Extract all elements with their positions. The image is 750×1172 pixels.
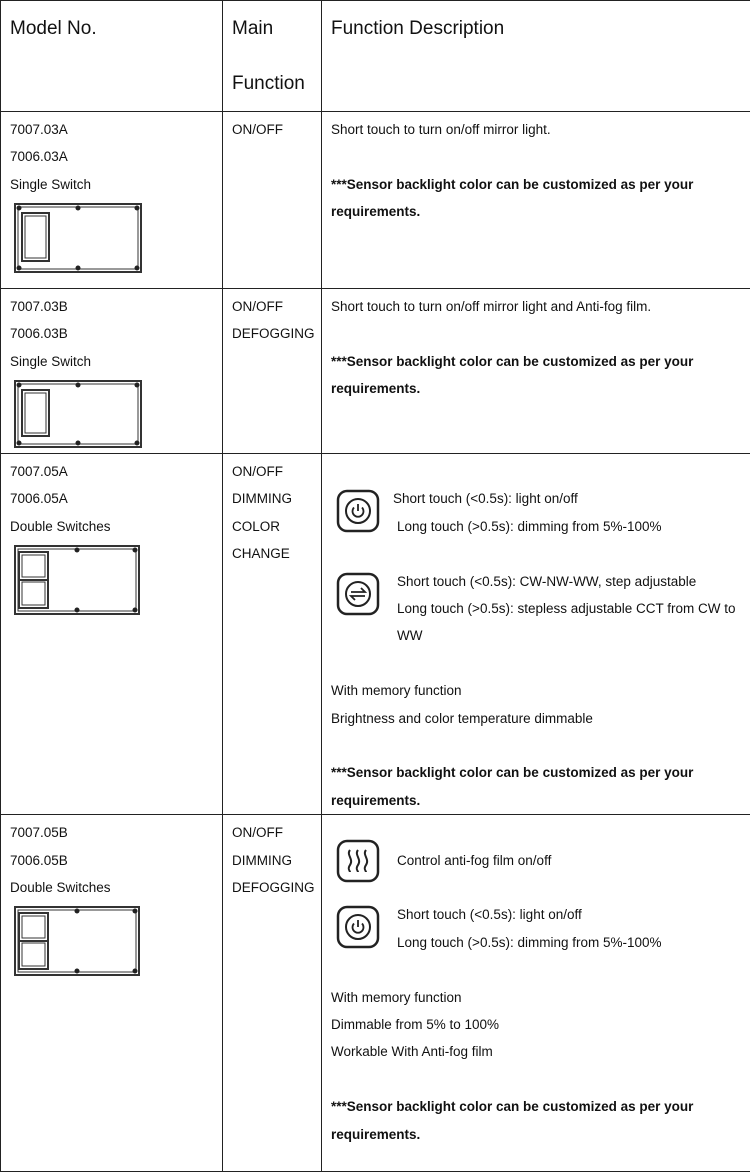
double-switch-panel-icon xyxy=(13,544,141,616)
extra-info: Dimmable from 5% to 100% xyxy=(331,1011,750,1038)
customization-note: ***Sensor backlight color can be customized as per your xyxy=(331,171,750,198)
switch-type: Single Switch xyxy=(10,348,222,375)
extra-info: With memory function xyxy=(331,677,750,704)
header-main-line1: Main xyxy=(223,1,321,56)
header-description: Function Description xyxy=(322,1,750,56)
feature-block xyxy=(331,485,750,540)
feature-text: Long touch (>0.5s): dimming from 5%-100% xyxy=(397,513,750,540)
header-main-line2: Function xyxy=(223,56,321,111)
main-function-cell xyxy=(223,815,322,1172)
description-cell xyxy=(322,289,750,454)
main-function: COLOR xyxy=(232,513,321,540)
model-number: 7007.03B xyxy=(10,293,222,320)
header-row xyxy=(1,1,750,112)
power-icon xyxy=(336,905,380,949)
customization-note: ***Sensor backlight color can be customized as per your xyxy=(331,759,750,786)
description: Short touch to turn on/off mirror light and Anti-fog film. xyxy=(331,293,750,320)
model-number: 7006.03A xyxy=(10,143,222,170)
anti-fog-heat-icon xyxy=(336,839,380,883)
model-number: 7006.05A xyxy=(10,485,222,512)
customization-note: requirements. xyxy=(331,1121,750,1148)
main-function: CHANGE xyxy=(232,540,321,567)
switch-type: Double Switches xyxy=(10,513,222,540)
color-cycle-icon xyxy=(336,572,380,616)
model-cell xyxy=(1,112,223,289)
customization-note: ***Sensor backlight color can be customized as per your xyxy=(331,348,750,375)
table-row xyxy=(1,289,750,454)
main-function: ON/OFF xyxy=(232,116,321,143)
model-number: 7006.03B xyxy=(10,320,222,347)
feature-text: Short touch (<0.5s): light on/off xyxy=(393,485,750,512)
customization-note: requirements. xyxy=(331,375,750,402)
customization-note: requirements. xyxy=(331,787,750,814)
customization-note: ***Sensor backlight color can be customized as per your xyxy=(331,1093,750,1120)
single-switch-panel-icon xyxy=(13,202,143,274)
main-function-cell xyxy=(223,289,322,454)
power-icon xyxy=(336,489,380,533)
main-function: DIMMING xyxy=(232,485,321,512)
header-main-cell xyxy=(223,1,322,112)
description-cell xyxy=(322,112,750,289)
feature-text: Control anti-fog film on/off xyxy=(397,847,750,874)
header-model-cell xyxy=(1,1,223,112)
description-cell xyxy=(322,815,750,1172)
feature-text: Long touch (>0.5s): dimming from 5%-100% xyxy=(397,929,750,956)
description-cell xyxy=(322,454,750,815)
switch-type: Single Switch xyxy=(10,171,222,198)
feature-text: Short touch (<0.5s): CW-NW-WW, step adjustable xyxy=(397,568,750,595)
switch-type: Double Switches xyxy=(10,874,222,901)
single-switch-panel-icon xyxy=(13,379,143,449)
customization-note: requirements. xyxy=(331,198,750,225)
main-function-cell xyxy=(223,454,322,815)
double-switch-panel-icon xyxy=(13,905,141,977)
main-function: ON/OFF xyxy=(232,819,321,846)
model-number: 7007.05A xyxy=(10,458,222,485)
feature-text: WW xyxy=(397,622,750,649)
feature-block xyxy=(331,568,750,650)
model-number: 7007.05B xyxy=(10,819,222,846)
feature-text: Long touch (>0.5s): stepless adjustable CCT from CW to xyxy=(397,595,750,622)
extra-info: With memory function xyxy=(331,984,750,1011)
header-desc-cell xyxy=(322,1,750,112)
feature-text: Short touch (<0.5s): light on/off xyxy=(397,901,750,928)
model-cell xyxy=(1,289,223,454)
main-function: ON/OFF xyxy=(232,293,321,320)
model-cell xyxy=(1,815,223,1172)
model-cell xyxy=(1,454,223,815)
main-function: DEFOGGING xyxy=(232,320,321,347)
feature-block xyxy=(331,819,750,874)
model-number: 7006.05B xyxy=(10,847,222,874)
main-function-cell xyxy=(223,112,322,289)
description: Short touch to turn on/off mirror light. xyxy=(331,116,750,143)
main-function: ON/OFF xyxy=(232,458,321,485)
table-row xyxy=(1,815,750,1172)
header-model: Model No. xyxy=(1,1,222,56)
table-row xyxy=(1,454,750,815)
table-row xyxy=(1,112,750,289)
model-number: 7007.03A xyxy=(10,116,222,143)
main-function: DIMMING xyxy=(232,847,321,874)
extra-info: Workable With Anti-fog film xyxy=(331,1038,750,1065)
feature-block xyxy=(331,901,750,956)
extra-info: Brightness and color temperature dimmable xyxy=(331,705,750,732)
main-function: DEFOGGING xyxy=(232,874,321,901)
